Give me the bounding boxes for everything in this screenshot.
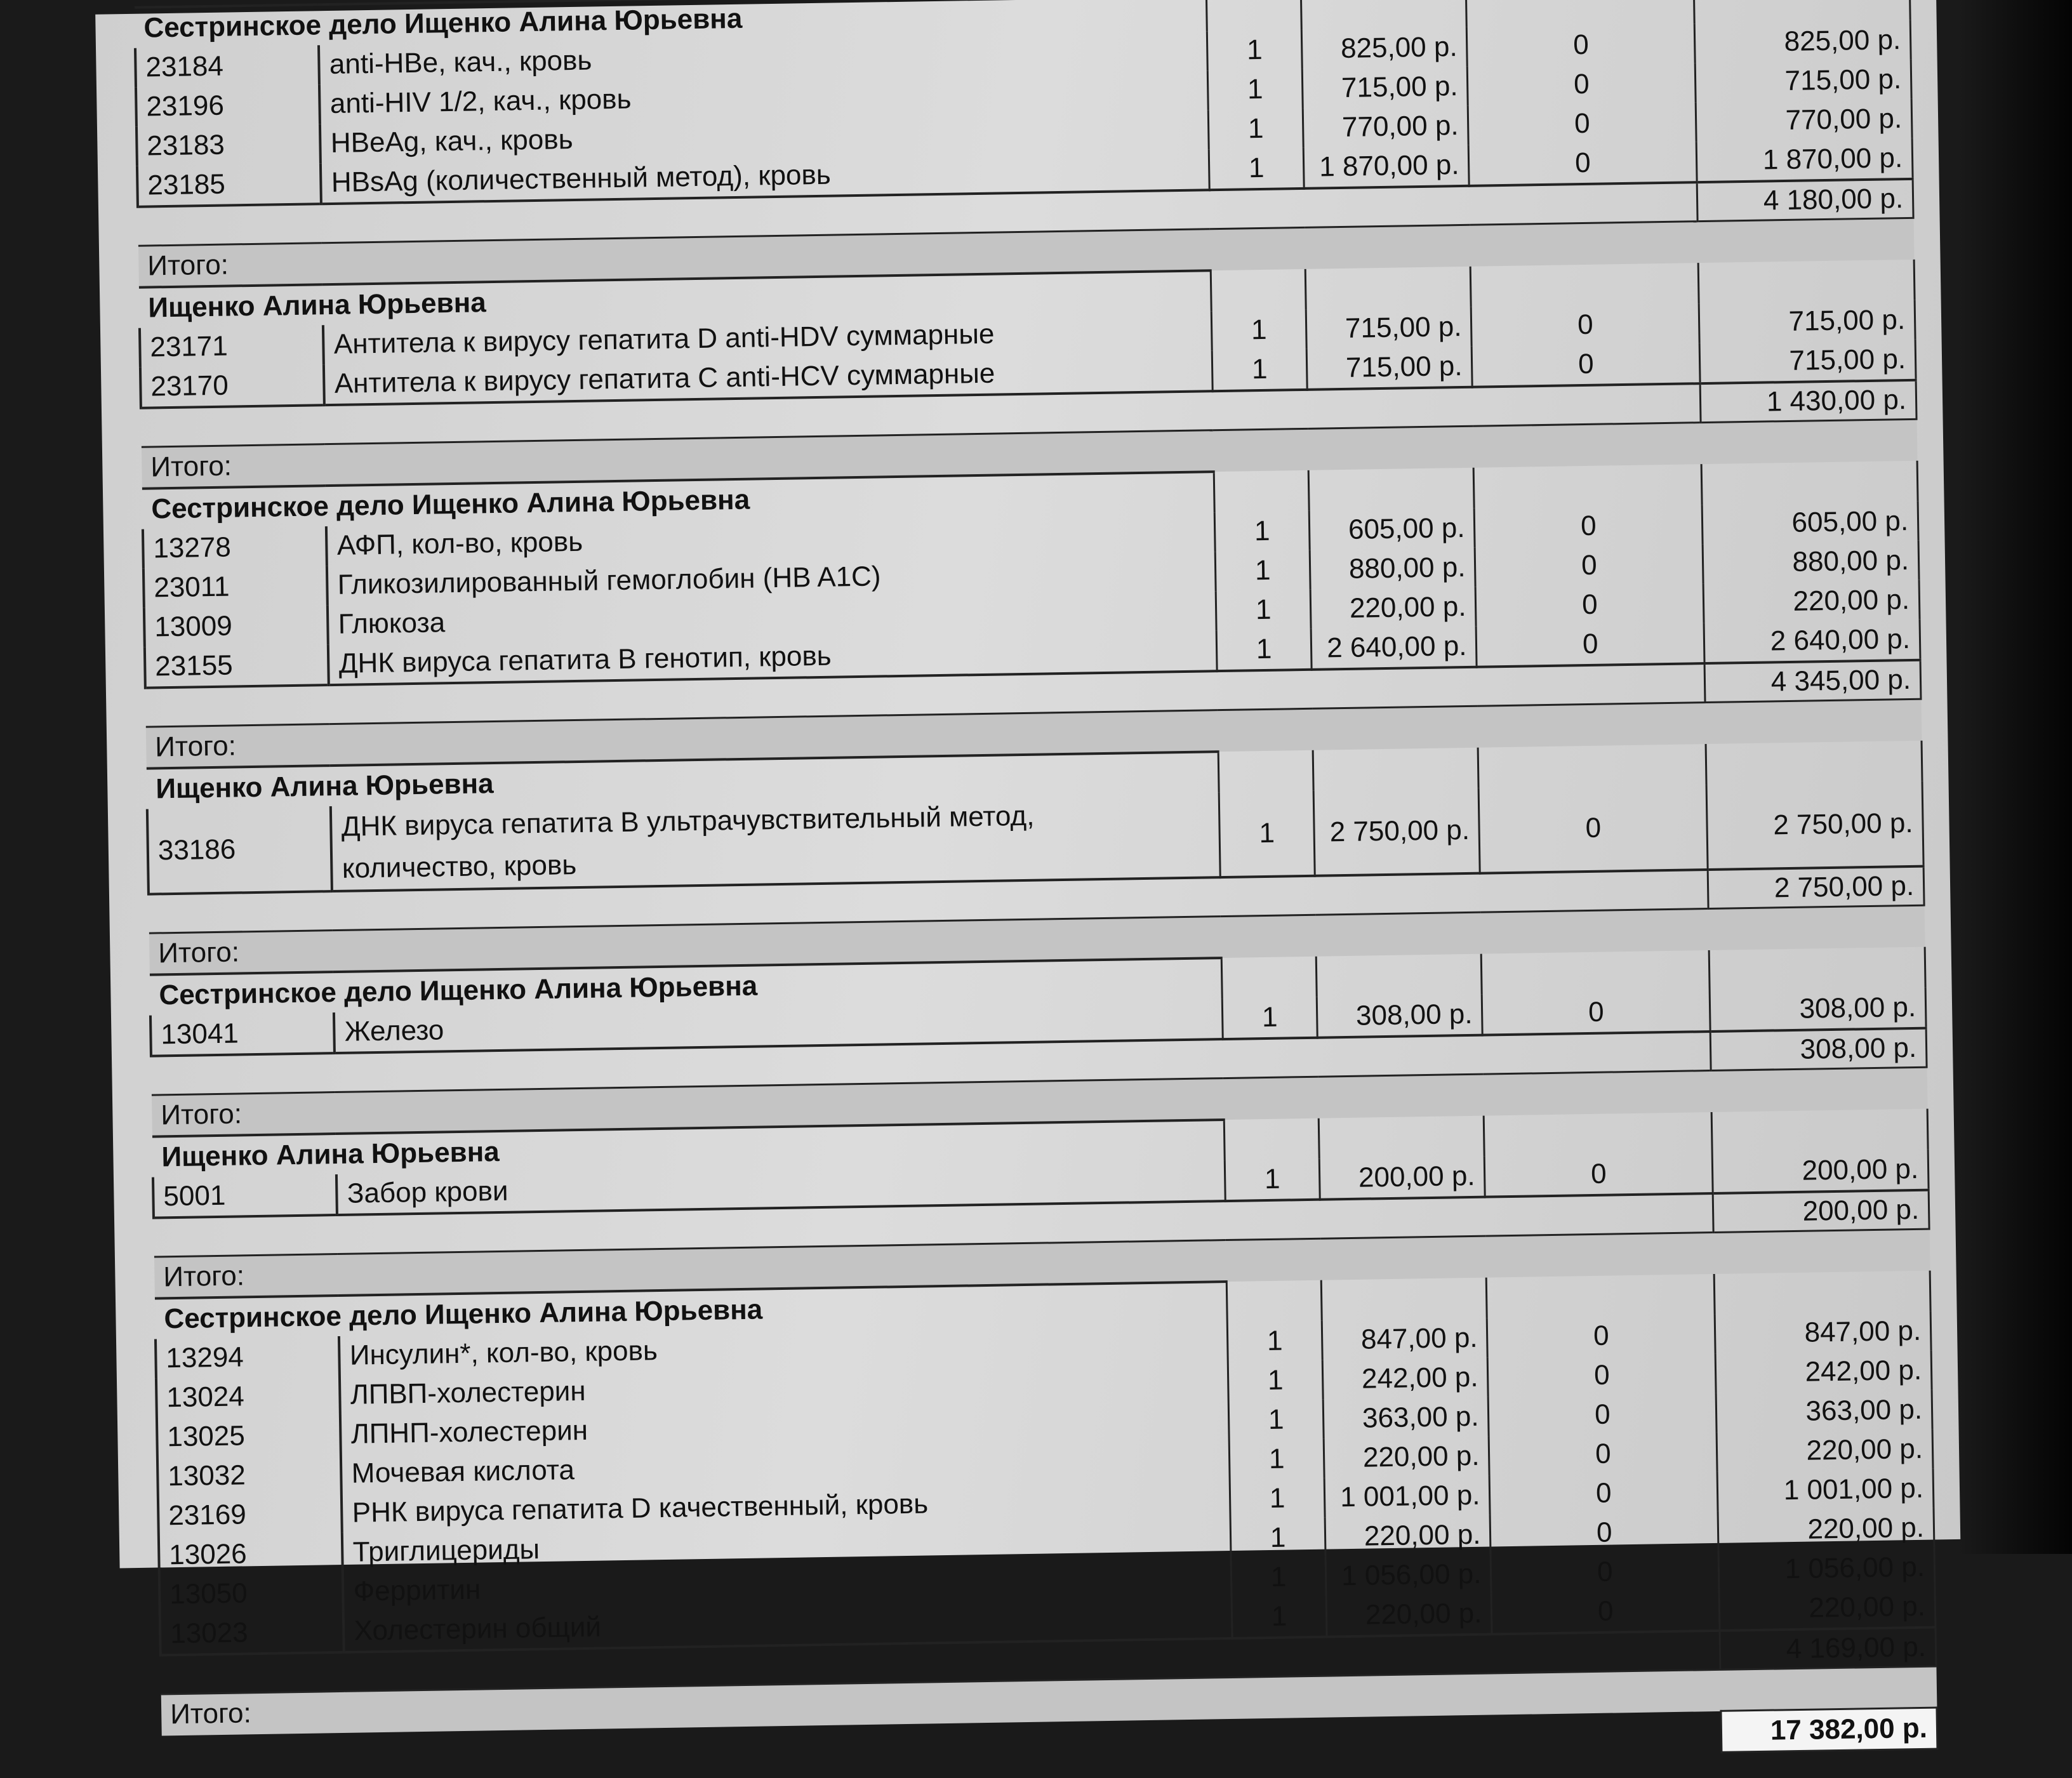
item-code: 23171: [140, 325, 324, 368]
item-total: 308,00 р.: [1710, 988, 1926, 1032]
subtotal-amount: 308,00 р.: [1710, 1028, 1927, 1071]
group-title: Ищенко Алина Юрьевна: [139, 270, 1211, 328]
item-qty: [1226, 1280, 1322, 1322]
item-name-text: HBeAg, кач., кровь: [330, 123, 573, 159]
item-total: [1709, 947, 1925, 991]
itogo-label: Итого:: [154, 1229, 1930, 1298]
item-price: [1319, 1116, 1485, 1159]
item-discount: 0: [1468, 63, 1696, 106]
item-qty: [1218, 750, 1314, 792]
item-qty: [1211, 269, 1306, 311]
item-code: 33186: [147, 806, 333, 894]
item-name: [331, 792, 1220, 891]
item-price: 2 640,00 р.: [1312, 627, 1477, 670]
item-code: 13050: [159, 1572, 343, 1615]
item-total: 1 056,00 р.: [1718, 1548, 1935, 1590]
item-total: 770,00 р.: [1696, 99, 1912, 142]
item-discount: [1484, 1112, 1713, 1157]
item-price: 847,00 р.: [1322, 1318, 1488, 1360]
item-name-text: Железо: [344, 1014, 444, 1047]
item-qty: [1221, 957, 1317, 998]
subtotal-amount: 4 345,00 р.: [1704, 660, 1921, 703]
item-total: [1711, 1109, 1928, 1153]
item-total: 1 001,00 р.: [1717, 1469, 1934, 1511]
item-name-text: Ферритин: [353, 1574, 481, 1607]
item-qty: 1: [1231, 1557, 1327, 1598]
item-name-text: Триглицериды: [352, 1534, 540, 1568]
background-shadow: [1958, 0, 2072, 1554]
item-code: 5001: [153, 1174, 337, 1218]
item-price: 715,00 р.: [1306, 307, 1472, 349]
item-price: [1322, 1278, 1487, 1321]
item-total: 220,00 р.: [1703, 580, 1920, 623]
item-discount: 0: [1469, 142, 1697, 186]
item-qty: 1: [1229, 1439, 1325, 1480]
item-price: [1301, 0, 1467, 30]
item-total: 847,00 р.: [1715, 1311, 1931, 1354]
item-price: 770,00 р.: [1303, 106, 1469, 148]
item-discount: 0: [1485, 1153, 1713, 1197]
item-name-text: Глюкоза: [338, 607, 446, 640]
item-discount: 0: [1489, 1472, 1718, 1515]
item-qty: 1: [1228, 1360, 1324, 1401]
item-total: 220,00 р.: [1719, 1587, 1936, 1631]
item-total: 715,00 р.: [1699, 300, 1915, 343]
item-code: 23011: [143, 566, 328, 608]
item-discount: 0: [1467, 23, 1696, 67]
item-discount: 0: [1487, 1315, 1716, 1358]
item-qty: [1206, 0, 1302, 31]
item-discount: 0: [1489, 1433, 1717, 1476]
group-title: Ищенко Алина Юрьевна: [147, 752, 1219, 809]
item-discount: 0: [1491, 1590, 1720, 1635]
item-qty: 1: [1228, 1400, 1324, 1440]
item-name-text: ДНК вируса гепатита В ультрачувствительный метод,: [341, 800, 1035, 842]
item-name-text: anti-HIV 1/2, кач., кровь: [329, 83, 632, 119]
item-discount: 0: [1489, 1393, 1717, 1436]
item-discount: 0: [1468, 102, 1697, 145]
group-title: Сестринское дело Ищенко Алина Юрьевна: [150, 958, 1222, 1016]
item-total: 220,00 р.: [1717, 1430, 1933, 1472]
item-total: 605,00 р.: [1702, 501, 1918, 544]
item-price: [1317, 954, 1482, 997]
item-code: 13278: [143, 526, 327, 569]
subtotal-amount: 2 750,00 р.: [1708, 866, 1924, 909]
item-name-text: ЛПВП-холестерин: [350, 1375, 586, 1410]
item-code: 23183: [136, 124, 321, 166]
item-discount: [1482, 950, 1710, 995]
item-total: 200,00 р.: [1712, 1150, 1929, 1193]
item-name-text: РНК вируса гепатита D качественный, кровь: [352, 1488, 929, 1529]
itogo-label: Итого:: [138, 218, 1914, 287]
item-price: 220,00 р.: [1311, 587, 1477, 629]
item-code: 23155: [145, 644, 329, 688]
item-qty: 1: [1230, 1478, 1325, 1519]
item-name-text: anti-HBe, кач., кровь: [329, 44, 592, 80]
item-discount: [1466, 0, 1695, 27]
group-title: Сестринское дело Ищенко Алина Юрьевна: [142, 472, 1214, 529]
item-discount: 0: [1475, 505, 1703, 548]
item-qty: 1: [1215, 550, 1311, 591]
item-code: 23169: [158, 1494, 342, 1536]
receipt-paper: [95, 0, 1960, 1746]
item-price: 308,00 р.: [1317, 995, 1483, 1038]
item-code: 23184: [135, 45, 319, 88]
group-title: Сестринское дело Ищенко Алина Юрьевна: [155, 1282, 1227, 1339]
item-name-continued: количество, кровь: [342, 849, 577, 884]
item-price: 825,00 р.: [1302, 27, 1468, 69]
item-name-text: Холестерин общий: [354, 1611, 602, 1647]
item-total: 220,00 р.: [1718, 1508, 1934, 1551]
item-total: 2 750,00 р.: [1706, 781, 1923, 870]
item-discount: 0: [1478, 785, 1708, 873]
item-code: 23185: [137, 163, 321, 207]
itogo-label: Итого:: [152, 1067, 1927, 1136]
item-total: 242,00 р.: [1715, 1351, 1932, 1393]
item-discount: 0: [1491, 1551, 1719, 1594]
item-discount: 0: [1471, 303, 1700, 347]
itogo-label: Итого:: [149, 905, 1925, 974]
item-total: [1706, 741, 1922, 785]
item-discount: [1478, 744, 1706, 788]
item-discount: 0: [1490, 1511, 1718, 1555]
group-title: Сестринское дело Ищенко Алина Юрьевна: [135, 0, 1207, 48]
group-title: Ищенко Алина Юрьевна: [152, 1120, 1225, 1178]
item-price: 242,00 р.: [1323, 1358, 1489, 1400]
item-discount: 0: [1476, 623, 1704, 667]
item-name-text: Забор крови: [347, 1175, 508, 1209]
item-discount: [1471, 263, 1699, 307]
item-qty: 1: [1222, 997, 1318, 1039]
item-discount: 0: [1475, 583, 1704, 627]
item-code: 13294: [156, 1336, 340, 1379]
item-price: 220,00 р.: [1324, 1436, 1490, 1478]
subtotal-amount: 1 430,00 р.: [1700, 380, 1916, 423]
item-total: [1714, 1271, 1930, 1315]
item-code: 13009: [144, 605, 328, 647]
item-total: 715,00 р.: [1695, 60, 1911, 102]
item-qty: 1: [1219, 791, 1315, 877]
item-total: 825,00 р.: [1694, 20, 1911, 63]
item-price: 2 750,00 р.: [1314, 788, 1480, 876]
item-price: 1 001,00 р.: [1325, 1476, 1491, 1518]
item-qty: 1: [1214, 511, 1310, 552]
subtotal-amount: 4 169,00 р.: [1720, 1628, 1936, 1670]
item-qty: 1: [1211, 310, 1307, 350]
item-total: [1701, 461, 1918, 505]
item-code: 13032: [157, 1454, 342, 1497]
receipt-table: [133, 0, 1938, 1777]
item-price: 715,00 р.: [1307, 347, 1473, 390]
item-name-text: Мочевая кислота: [351, 1454, 575, 1489]
item-qty: 1: [1207, 30, 1303, 70]
item-qty: 1: [1209, 148, 1305, 190]
item-qty: 1: [1230, 1518, 1326, 1558]
item-name-text: ДНК вируса гепатита В генотип, кровь: [338, 640, 832, 679]
item-name-text: АФП, кол-во, кровь: [336, 526, 583, 561]
item-discount: 0: [1488, 1354, 1717, 1397]
item-qty: 1: [1212, 349, 1308, 391]
item-name-text: ЛПНП-холестерин: [350, 1414, 588, 1450]
subtotal-amount: 4 180,00 р.: [1697, 179, 1913, 222]
item-name-text: Антитела к вирусу гепатита C anti-HCV суммарные: [334, 357, 995, 399]
item-price: 220,00 р.: [1326, 1594, 1492, 1637]
item-price: 880,00 р.: [1310, 548, 1476, 590]
item-code: 13041: [150, 1012, 335, 1056]
item-discount: 0: [1472, 343, 1701, 387]
item-code: 13023: [160, 1612, 344, 1655]
grand-total-amount: 17 382,00 р.: [1721, 1708, 1937, 1752]
item-price: 1 056,00 р.: [1325, 1555, 1491, 1596]
item-code: 13026: [159, 1533, 343, 1576]
item-discount: [1474, 464, 1703, 508]
item-price: [1309, 468, 1475, 511]
item-code: 13024: [156, 1376, 340, 1418]
itogo-label: Итого:: [161, 1666, 1937, 1735]
item-qty: 1: [1216, 629, 1312, 671]
item-price: [1306, 267, 1471, 310]
item-qty: 1: [1207, 69, 1303, 110]
item-total: 2 640,00 р.: [1704, 620, 1920, 663]
item-total: 715,00 р.: [1699, 340, 1916, 383]
subtotal-amount: 200,00 р.: [1713, 1190, 1929, 1233]
item-code: 23170: [140, 364, 324, 408]
itogo-label: Итого:: [142, 419, 1917, 488]
item-total: 880,00 р.: [1703, 541, 1919, 583]
item-price: 200,00 р.: [1320, 1157, 1485, 1200]
item-code: 23196: [136, 84, 320, 127]
item-qty: [1214, 470, 1310, 512]
item-price: [1313, 748, 1479, 791]
item-qty: 1: [1225, 1159, 1320, 1201]
item-price: 220,00 р.: [1325, 1515, 1491, 1557]
item-total: [1698, 260, 1915, 303]
item-discount: [1487, 1274, 1715, 1318]
item-name-text: HBsAg (количественный метод), кровь: [331, 159, 832, 198]
item-code: 13025: [157, 1415, 341, 1457]
item-qty: [1224, 1118, 1320, 1160]
item-qty: 1: [1216, 590, 1312, 630]
item-name-text: Инсулин*, кол-во, кровь: [349, 1335, 658, 1371]
item-total: [1694, 0, 1910, 23]
item-name-text: Антитела к вирусу гепатита D anti-HDV суммарные: [333, 318, 995, 360]
item-qty: 1: [1232, 1596, 1327, 1638]
item-price: 363,00 р.: [1324, 1397, 1489, 1439]
item-total: 1 870,00 р.: [1696, 138, 1913, 182]
item-total: 363,00 р.: [1716, 1390, 1932, 1433]
item-qty: 1: [1227, 1321, 1323, 1362]
item-name-text: Гликозилированный гемоглобин (HB A1C): [337, 561, 881, 600]
item-discount: 0: [1482, 991, 1711, 1035]
item-price: 1 870,00 р.: [1304, 145, 1470, 189]
item-discount: 0: [1475, 544, 1703, 587]
item-price: 715,00 р.: [1303, 67, 1468, 109]
itogo-label: Итого:: [146, 699, 1922, 768]
item-price: 605,00 р.: [1310, 508, 1475, 550]
item-qty: 1: [1208, 109, 1304, 149]
